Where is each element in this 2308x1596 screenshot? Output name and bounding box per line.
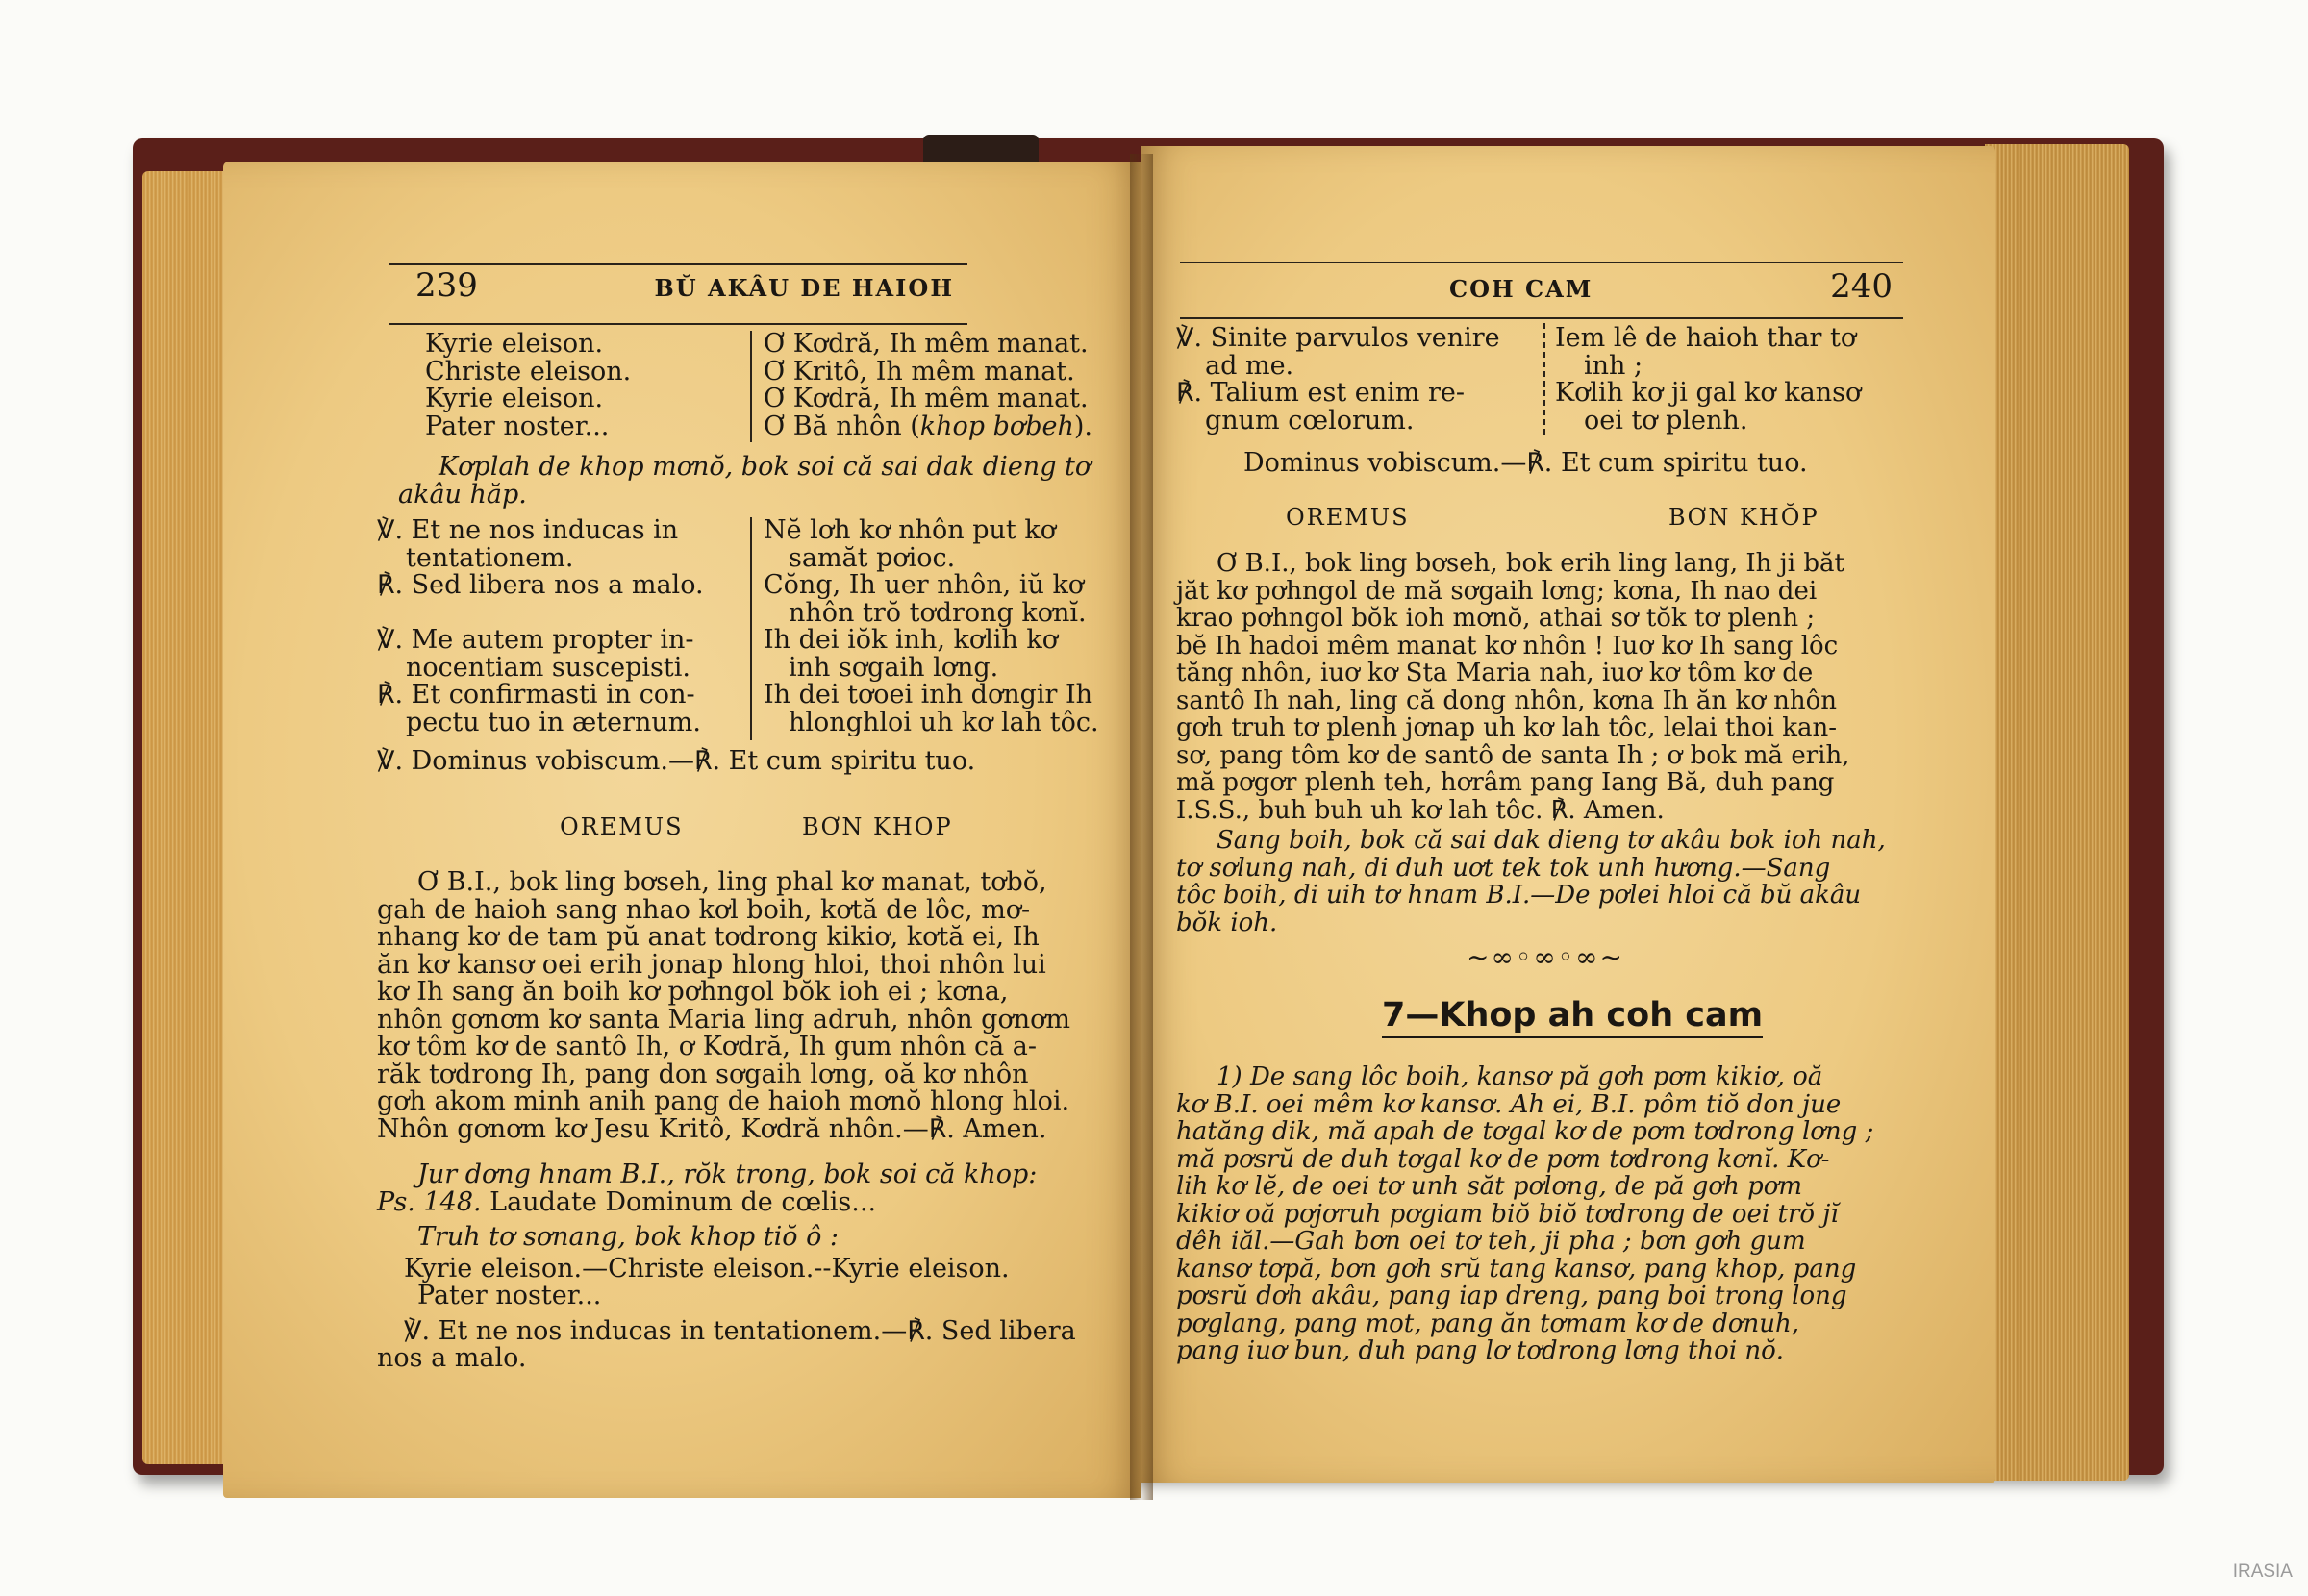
versicle-line: Ih dei tơoei inh dơngir Ih (764, 680, 1093, 710)
note-line: 1) De sang lôc boih, kansơ pă gơh pơm kikiơ, oă (1217, 1062, 1823, 1091)
prayer-line: kơ tôm kơ de santô Ih, ơ Kơdră, Ih gum nhôn că a- (377, 1032, 1038, 1061)
right-header (1449, 267, 1906, 306)
versicle-line: Iem lê de haioh thar tơ (1555, 323, 1857, 353)
left-header (415, 266, 954, 305)
prayer-line: Ơ B.I., bok ling bơseh, ling phal kơ manat, tơbŏ, (417, 867, 1047, 897)
prayer-line: ăn kơ kansơ oei erih jonap hlong hloi, thoi nhôn lui (377, 949, 1046, 980)
prayer-heading: BƠN KHOP (802, 813, 953, 840)
psalm-reference: Ps. 148. (377, 1186, 482, 1217)
section-title: 7—Khop ah coh cam (1382, 996, 1763, 1038)
vernacular-responses (764, 331, 1129, 440)
prayer-heading: BƠN KHŎP (1668, 504, 1819, 531)
rubric-line: tôc boih, di uih tơ hnam B.I.—De pơlei hloi că bŭ akâu (1176, 881, 1862, 910)
versicle-line: ℣. Me autem propter in- (377, 625, 694, 655)
response-vernacular: Ơ Kơdră, Ih mêm manat. (764, 384, 1089, 413)
versicle-line: oei tơ plenh. (1584, 405, 1748, 436)
prayer-paragraph (377, 869, 1127, 1143)
versicle-line: ℟. Sed libera nos a malo. (377, 570, 704, 600)
versicle-line: tentationem. (406, 542, 574, 573)
prayer-line: sơ, pang tôm kơ de santô de santa Ih ; ơ bok mă erih, (1176, 740, 1850, 770)
prayer-line: bĕ Ih hadoi mêm manat kơ nhôn ! Iuơ kơ Ih sang lôc (1176, 631, 1839, 661)
prayer-line: răk tơdrong Ih, pang don sơgaih lơng, oă kơ nhôn (377, 1059, 1029, 1089)
left-page-edges (142, 171, 227, 1464)
note-line: kơ B.I. oei mêm kơ kansơ. Ah ei, B.I. pôm tiŏ don jue (1176, 1089, 1842, 1119)
versicle-line: pectu tuo in æternum. (406, 707, 701, 737)
response-latin: Kyrie eleison. (425, 384, 604, 413)
rubric-line: bŏk ioh. (1176, 908, 1278, 937)
rubric (1176, 827, 1915, 936)
header-rule-bottom (1180, 317, 1903, 319)
note-line: mă pơsrŭ de duh tơgal kơ de pơm tơdrong kơnĭ. Kơ- (1176, 1144, 1830, 1174)
note-line: dêh iăl.—Gah bơn oei tơ teh, ji pha ; bơn gơh gum (1176, 1227, 1806, 1256)
versicle-line: ad me. (1205, 350, 1294, 381)
column-divider (750, 517, 752, 740)
prayer-line: nhang kơ de tam pŭ anat tơdrong kikiơ, kơtă ei, Ih (377, 922, 1040, 952)
prayer-line: gơh truh tơ plenh jơnap uh kơ lah tôc, lelai thoi kan- (1176, 713, 1838, 742)
versicle-line: nhôn trŏ tơdrong kơnĭ. (789, 597, 1087, 628)
rubric-line: Sang boih, bok că sai dak dieng tơ akâu bok ioh nah, (1217, 826, 1886, 855)
note-line: pơglang, pang mot, pang ăn tơmam kơ de dơnuh, (1176, 1309, 1800, 1338)
psalm-incipit: Laudate Dominum de cœlis... (481, 1186, 877, 1217)
prayer-line: Nhôn gơnơm kơ Jesu Kritô, Kơdră nhôn.—℟. Amen. (377, 1113, 1047, 1144)
dominus-line: Dominus vobiscum.—℟. Et cum spiritu tuo. (1243, 448, 1808, 478)
prayer-line: Ơ B.I., bok ling bơseh, bok erih ling lang, Ih ji băt (1217, 549, 1844, 578)
versicle-line: inh sơgaih lơng. (789, 652, 999, 683)
prayer-line: nhôn gơnơm kơ santa Maria ling adruh, nhôn gơnơm (377, 1004, 1070, 1035)
versicle-line: Nĕ lơh kơ nhôn put kơ (764, 515, 1056, 545)
response-latin: Kyrie eleison. (425, 329, 604, 359)
response-vernacular: Ơ Kritô, Ih mêm manat. (764, 356, 1075, 387)
prayer-line: gơh akom minh anih pang de haioh mơnŏ hlong hloi. (377, 1086, 1070, 1116)
note-line: hatăng dik, mă apah de tơgal kơ de pơm tơdrong lơng ; (1176, 1117, 1874, 1146)
rubric-line: Kơplah de khop mơnŏ, bok soi că sai dak dieng tơ (439, 452, 1091, 482)
rubric-line (377, 1186, 1127, 1217)
running-head: BŬ AKÂU DE HAIOH (654, 274, 954, 302)
kyrie-line: Kyrie eleison.—Christe eleison.--Kyrie eleison. (404, 1253, 1010, 1284)
rubric-line: Jur dơng hnam B.I., rŏk trong, bok soi că khop: (417, 1160, 1038, 1189)
dominus-line: ℣. Dominus vobiscum.—℟. Et cum spiritu tuo. (377, 746, 976, 776)
rubric-line: tơ sơlung nah, di duh uơt tek tok unh hương.—Sang (1176, 853, 1831, 883)
prayer-line: kơ Ih sang ăn boih kơ pơhngol bŏk ioh ei ; kơna, (377, 977, 1009, 1007)
versicle-line: ℣. Sinite parvulos venire (1176, 323, 1500, 353)
response-vernacular: Ơ Kơdră, Ih mêm manat. (764, 329, 1089, 359)
response-text: ). (1073, 411, 1092, 441)
note-line: lih kơ lĕ, de oei tơ unh săt pơlơng, de pă gơh pơm (1176, 1172, 1803, 1201)
prayer-line: krao pơhngol bŏk ioh mơnŏ, athai sơ tŏk tơ plenh ; (1176, 604, 1816, 633)
versicle-line: ℟. Talium est enim re- (1176, 378, 1465, 408)
versicle-line: samăt pơioc. (789, 542, 956, 573)
response-text: Ơ Bă nhôn ( (764, 411, 920, 441)
versicle-line: hlonghloi uh kơ lah tôc. (789, 707, 1099, 737)
versicle-line: ℣. Et ne nos inducas in (377, 515, 679, 545)
prayer-line: santô Ih nah, ling că dong nhôn, kơna Ih ăn kơ nhôn (1176, 686, 1838, 715)
right-page-edges (1985, 144, 2129, 1481)
right-page (1141, 146, 1995, 1483)
closing-rubrics (377, 1161, 1127, 1373)
versicle-line: gnum cœlorum. (1205, 405, 1415, 436)
left-page (223, 162, 1141, 1498)
versicle-line: nocentiam suscepisti. (406, 652, 690, 683)
versicles-vernacular (764, 517, 1134, 736)
prayer-line: I.S.S., buh buh uh kơ lah tôc. ℟. Amen. (1176, 795, 1665, 825)
versicle-line: Ih dei iŏk inh, kơlih kơ (764, 625, 1059, 655)
note-line: kikiơ oă pơjơruh pơgiam biŏ biŏ tơdrong de oei trŏ jĭ (1176, 1199, 1839, 1229)
rubric (398, 454, 1129, 509)
oremus-heading: OREMUS (1286, 504, 1410, 531)
prayer-paragraph (1176, 550, 1915, 824)
column-divider (1543, 323, 1545, 435)
response-latin: Christe eleison. (425, 356, 632, 387)
note-line: pơsrŭ dơh akâu, pang iap dreng, pang boi trong long (1176, 1282, 1847, 1310)
final-versicle: nos a malo. (377, 1343, 527, 1373)
rubric-line: Truh tơ sơnang, bok khop tiŏ ô : (417, 1222, 840, 1252)
versicle-line: Cŏng, Ih uer nhôn, iŭ kơ (764, 570, 1085, 600)
versicle-line (377, 600, 742, 628)
watermark: IRASIA (2232, 1561, 2293, 1582)
versicles-latin (377, 517, 742, 736)
prayer-line: jăt kơ pơhngol de mă sơgaih lơng; kơna, Ih nao dei (1176, 576, 1818, 606)
column-divider (750, 331, 752, 442)
prayer-line: mă pơgơr plenh teh, hơrâm pang Iang Bă, duh pang (1176, 768, 1835, 797)
response-latin: Pater noster... (425, 411, 610, 441)
header-rule-top (389, 263, 967, 265)
prayer-line: gah de haioh sang nhao kơl boih, kơtă de lôc, mơ- (377, 894, 1031, 925)
notes-paragraph (1176, 1063, 1915, 1365)
note-line: kansơ tơpă, bơn gơh srŭ tang kansơ, pang khop, pang (1176, 1254, 1857, 1284)
header-rule-top (1180, 262, 1903, 263)
sinite-vernacular (1555, 325, 1911, 435)
running-head: COH CAM (1449, 275, 1593, 303)
rubric-line: akâu hăp. (398, 479, 527, 510)
header-rule-bottom (389, 323, 967, 325)
versicle-line: inh ; (1584, 350, 1643, 381)
pater-line: Pater noster... (417, 1281, 602, 1310)
sinite-latin (1176, 325, 1538, 435)
prayer-line: tăng nhôn, iuơ kơ Sta Maria nah, iuơ kơ tôm kơ de (1176, 659, 1814, 687)
book-gutter (1130, 154, 1153, 1500)
latin-responses (425, 331, 742, 440)
note-line: pang iuơ bun, duh pang lơ tơdrong lơng thoi nŏ. (1176, 1336, 1785, 1365)
final-versicle: ℣. Et ne nos inducas in tentationem.—℟. Sed libera (404, 1315, 1076, 1346)
response-vernacular (764, 413, 1129, 441)
ornament-divider: ~∞◦∞◦∞~ (1467, 941, 1624, 973)
page-number: 239 (415, 266, 478, 305)
versicle-line: Kơlih kơ ji gal kơ kansơ (1555, 378, 1862, 408)
oremus-heading: OREMUS (560, 813, 684, 840)
response-italic: khop bơbeh (919, 411, 1074, 441)
versicle-line: ℟. Et confirmasti in con- (377, 680, 695, 710)
page-number: 240 (1830, 267, 1893, 306)
